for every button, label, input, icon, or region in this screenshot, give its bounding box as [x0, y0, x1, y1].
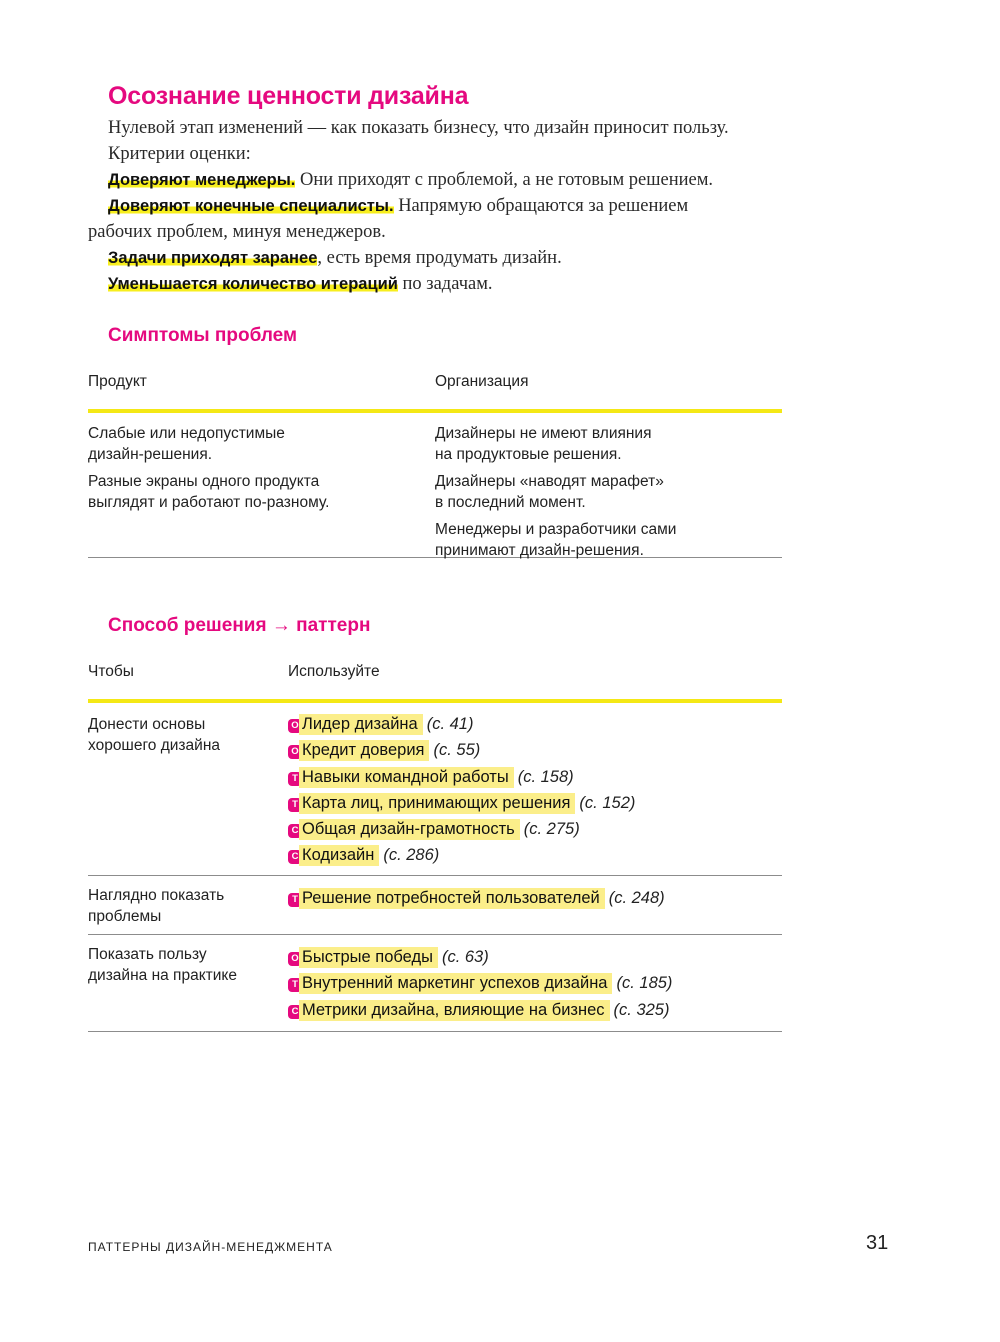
criterion-text: , есть время продумать дизайн.	[317, 248, 562, 268]
solution-title: Способ решения → паттерн	[108, 615, 371, 636]
symptom-item: Разные экраны одного продукта выглядят и работают по-разному.	[88, 473, 330, 511]
symptom-item: Дизайнеры не имеют влияния на продуктовые решения.	[435, 425, 652, 463]
column-header-goal: Чтобы	[88, 663, 134, 680]
pattern-name: Навыки командной работы	[302, 767, 514, 788]
page-reference: (с. 248)	[608, 889, 665, 907]
criterion	[108, 245, 562, 271]
page-reference: (с. 55)	[433, 741, 481, 760]
criterion-text: Напрямую обращаются за решением	[393, 196, 689, 216]
column-header-use: Используйте	[288, 663, 380, 680]
criterion-highlight: Доверяют менеджеры.	[108, 171, 296, 189]
page-reference: (с. 152)	[579, 793, 636, 812]
page-reference: (с. 286)	[383, 846, 440, 865]
page-reference: (с. 158)	[517, 767, 574, 786]
goal-cell: Показать пользу дизайна на практике	[88, 946, 237, 984]
pattern-item[interactable]	[288, 816, 635, 842]
page-reference: (с. 41)	[426, 715, 474, 733]
pattern-item[interactable]	[288, 842, 635, 868]
pattern-type-badge: О	[288, 745, 302, 759]
criterion-highlight: Уменьшается количество итераций	[108, 275, 398, 293]
symptoms-table	[88, 373, 782, 558]
intro-line: Нулевой этап изменений — как показать бизнесу, что дизайн приносит пользу.	[108, 118, 729, 138]
table-header	[88, 663, 782, 699]
pattern-item[interactable]	[288, 711, 635, 737]
pattern-list	[288, 944, 672, 1023]
symptom-item: Менеджеры и разработчики сами принимают дизайн-решения.	[435, 521, 677, 559]
symptom-item: Слабые или недопустимые дизайн-решения.	[88, 425, 285, 463]
pattern-name: Метрики дизайна, влияющие на бизнес	[302, 1000, 610, 1021]
criterion-continuation: рабочих проблем, минуя менеджеров.	[88, 222, 386, 242]
pattern-name: Лидер дизайна	[302, 714, 423, 735]
pattern-list	[288, 885, 665, 911]
page-reference: (с. 63)	[441, 948, 489, 966]
pattern-type-badge: Т	[288, 978, 302, 992]
product-column	[88, 423, 418, 519]
table-header	[88, 373, 782, 409]
intro-line: Критерии оценки:	[108, 144, 251, 164]
criterion-text: Они приходят с проблемой, а не готовым решением.	[295, 170, 714, 190]
pattern-item[interactable]	[288, 944, 672, 970]
table-bottom-divider	[88, 1031, 782, 1032]
table-body	[88, 413, 782, 557]
page-reference: (с. 325)	[613, 1000, 670, 1019]
column-header-product: Продукт	[88, 373, 147, 390]
pattern-name: Решение потребностей пользователей	[302, 888, 605, 909]
goal-cell: Донести основы хорошего дизайна	[88, 716, 220, 754]
pattern-list	[288, 711, 635, 869]
pattern-type-badge: Т	[288, 772, 302, 786]
pattern-name: Карта лиц, принимающих решения	[302, 793, 575, 814]
pattern-type-badge: О	[288, 719, 302, 733]
pattern-name: Общая дизайн-грамотность	[302, 819, 520, 840]
table-row	[88, 876, 782, 934]
page-title: Осознание ценности дизайна	[108, 82, 469, 110]
pattern-item[interactable]	[288, 737, 635, 763]
pattern-type-badge: Т	[288, 798, 302, 812]
table-row	[88, 703, 782, 875]
column-header-organization: Организация	[435, 373, 529, 390]
page-number: 31	[866, 1232, 889, 1254]
criterion	[108, 167, 713, 193]
running-footer-title: ПАТТЕРНЫ ДИЗАЙН-МЕНЕДЖМЕНТА	[88, 1240, 333, 1254]
page-reference: (с. 275)	[523, 820, 580, 839]
pattern-item[interactable]	[288, 885, 665, 911]
symptom-item: Дизайнеры «наводят марафет» в последний момент.	[435, 473, 664, 511]
pattern-name: Кодизайн	[302, 845, 379, 866]
symptoms-title: Симптомы проблем	[108, 325, 298, 346]
solution-table	[88, 663, 782, 1032]
pattern-item[interactable]	[288, 997, 672, 1023]
pattern-type-badge: С	[288, 850, 302, 864]
pattern-item[interactable]	[288, 970, 672, 996]
pattern-name: Кредит доверия	[302, 740, 429, 761]
criterion-highlight: Задачи приходят заранее	[108, 249, 318, 267]
pattern-name: Внутренний маркетинг успехов дизайна	[302, 973, 612, 994]
organization-column	[435, 423, 780, 567]
criterion	[108, 193, 688, 219]
criterion	[108, 271, 493, 297]
criterion-text: по задачам.	[397, 274, 493, 294]
pattern-item[interactable]	[288, 764, 635, 790]
pattern-type-badge: С	[288, 824, 302, 838]
criterion-highlight: Доверяют конечные специалисты.	[108, 197, 394, 215]
goal-cell: Наглядно показать проблемы	[88, 887, 225, 925]
pattern-type-badge: Т	[288, 893, 302, 907]
pattern-name: Быстрые победы	[302, 947, 438, 968]
pattern-item[interactable]	[288, 790, 635, 816]
pattern-type-badge: С	[288, 1005, 302, 1019]
pattern-type-badge: О	[288, 952, 302, 966]
table-row	[88, 935, 782, 1031]
page-reference: (с. 185)	[616, 974, 673, 993]
